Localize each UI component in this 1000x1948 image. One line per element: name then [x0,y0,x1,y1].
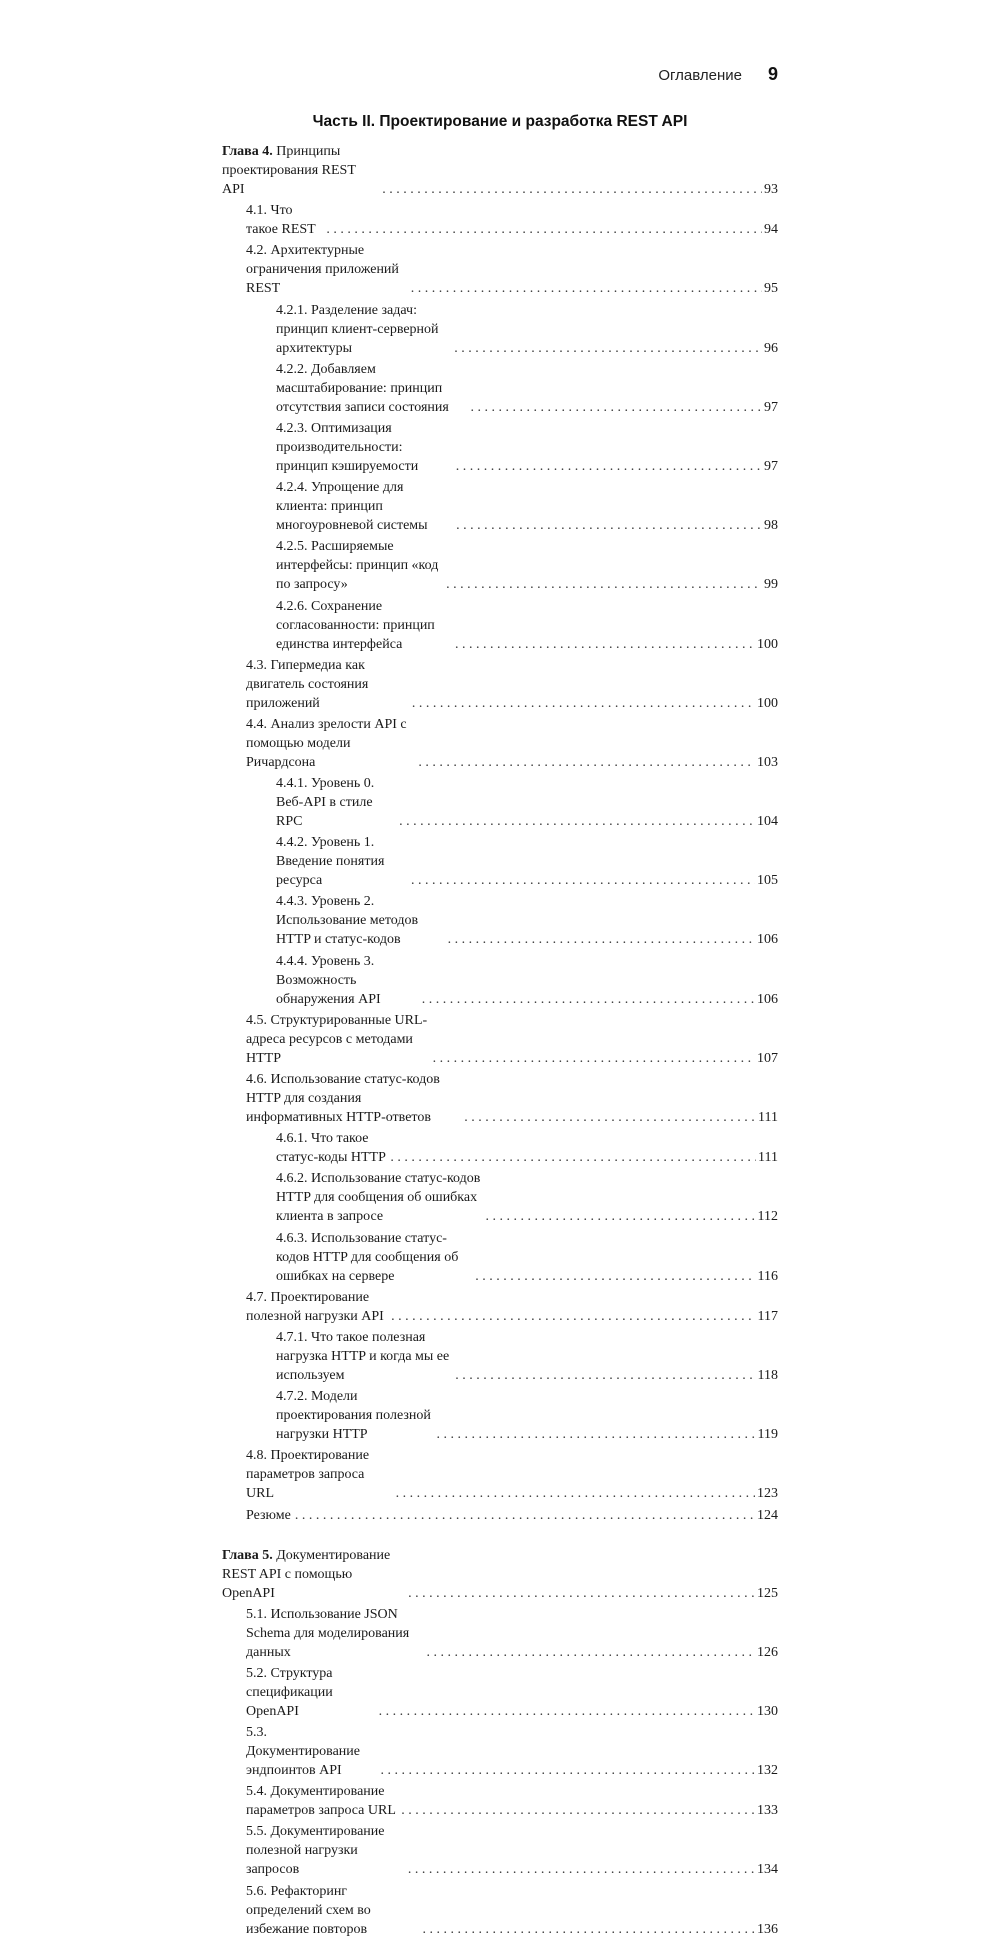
toc-page-number: 136 [757,1921,778,1937]
toc-entry [222,833,778,890]
toc-page-number: 96 [764,340,778,356]
toc-entry-title: 4.2.5. Расширяемые интерфейсы: принцип «код по запросу» [276,537,446,594]
toc-entry-title: 4.4. Анализ зрелости API с помощью модели Ричардсона [246,715,418,772]
toc-entry-title: 4.6.1. Что такое статус-коды HTTP [276,1129,390,1167]
toc-entry [222,656,778,713]
chapter-spacer [222,1534,778,1546]
dot-leader [401,1801,755,1820]
toc-entry-title: 4.1. Что такое REST [246,201,326,239]
chapter-label: Глава 4. [222,144,273,159]
toc-page-number: 133 [757,1803,778,1819]
toc-entry [222,1605,778,1662]
toc-page-number: 104 [757,814,778,830]
toc-page-number: 112 [757,1209,778,1225]
toc-chapter-title [222,142,382,199]
toc-entry [222,715,778,772]
toc-entry-title: 4.2.1. Разделение задач: принцип клиент-серверной архитектуры [276,301,454,358]
toc-entry-title: 5.4. Документирование параметров запроса URL [246,1782,401,1820]
dot-leader [382,180,762,199]
toc-entry [222,1723,778,1780]
toc-page-number: 124 [757,1507,778,1523]
toc-entry-title: 4.7.1. Что такое полезная нагрузка HTTP и когда мы ее используем [276,1328,455,1385]
dot-leader [475,1267,755,1286]
toc-page-number: 107 [757,1050,778,1066]
toc-entry-title: 4.5. Структурированные URL-адреса ресурсов с методами HTTP [246,1011,433,1068]
toc-entry-title: 4.4.4. Уровень 3. Возможность обнаружения API [276,952,422,1009]
dot-leader [408,1860,755,1879]
toc-page-number: 97 [764,399,778,415]
toc-page-number: 103 [757,754,778,770]
toc-entry [222,537,778,594]
dot-leader [390,1148,756,1167]
toc-chapter-entry [222,1546,778,1603]
dot-leader [464,1108,756,1127]
dot-leader [411,871,755,890]
toc-entry-title: 4.4.3. Уровень 2. Использование методов HTTP и статус-кодов [276,892,448,949]
toc-entry-title: 4.2.3. Оптимизация производительности: принцип кэшируемости [276,419,456,476]
toc-entry-title: 4.2.2. Добавляем масштабирование: принцип отсутствия записи состояния [276,360,470,417]
dot-leader [411,279,762,298]
toc-page-number: 95 [764,281,778,297]
toc-entry [222,1506,778,1525]
toc-entry [222,360,778,417]
toc-entry [222,1882,778,1939]
toc-entry [222,1782,778,1820]
dot-leader [455,635,755,654]
toc-page-number: 126 [757,1644,778,1660]
toc-entry [222,892,778,949]
dot-leader [437,1425,756,1444]
toc-entry-title: 4.6.2. Использование статус-кодов HTTP для сообщения об ошибках клиента в запросе [276,1169,486,1226]
dot-leader [422,990,755,1009]
dot-leader [422,1920,755,1939]
toc-entry-title: 5.1. Использование JSON Schema для моделирования данных [246,1605,427,1662]
toc-entry [222,952,778,1009]
dot-leader [427,1643,756,1662]
dot-leader [470,398,762,417]
toc-page-number: 130 [757,1703,778,1719]
chapter-title: Документирование REST API с помощью OpenAPI [222,1547,391,1601]
toc-page-number: 119 [757,1427,778,1443]
toc-page-number: 105 [757,873,778,889]
toc-page-number: 97 [764,458,778,474]
toc-page-number: 116 [757,1268,778,1284]
toc-entry [222,241,778,298]
toc-entry [222,1664,778,1721]
toc-entry-title: 4.7.2. Модели проектирования полезной нагрузки HTTP [276,1387,437,1444]
toc-chapter [222,1546,778,1939]
toc-entry-title: 4.4.2. Уровень 1. Введение понятия ресурса [276,833,411,890]
part-title: Часть II. Проектирование и разработка REST API [312,113,688,130]
toc-entry-title: 4.2. Архитектурные ограничения приложений REST [246,241,411,298]
dot-leader [456,516,762,535]
dot-leader [295,1506,755,1525]
running-title: Оглавление [658,67,742,84]
chapter-label: Глава 5. [222,1547,273,1563]
toc-page-number: 94 [764,222,778,238]
toc-page-number: 134 [757,1862,778,1878]
toc-page-number: 100 [757,695,778,711]
toc-entry-title: 5.6. Рефакторинг определений схем во избежание повторов [246,1882,422,1939]
table-of-contents [222,142,778,1948]
toc-page-number: 99 [764,577,778,593]
toc-entry [222,1822,778,1879]
toc-entry [222,1011,778,1068]
toc-entry-title: 4.4.1. Уровень 0. Веб-API в стиле RPC [276,774,399,831]
running-head [658,64,778,85]
dot-leader [455,1366,755,1385]
dot-leader [433,1049,755,1068]
dot-leader [418,753,755,772]
toc-entry [222,419,778,476]
toc-entry [222,1288,778,1326]
page-number: 9 [767,64,778,84]
toc-entry [222,1129,778,1167]
toc-page-number: 98 [764,518,778,534]
toc-chapter-entry [222,142,778,199]
toc-entry-title: 5.3. Документирование эндпоинтов API [246,1723,380,1780]
toc-entry [222,1387,778,1444]
toc-page-number: 117 [757,1308,778,1324]
toc-chapter-title [222,1546,408,1603]
chapter-title: Принципы проектирования REST API [222,144,356,197]
toc-entry [222,201,778,239]
toc-entry [222,478,778,535]
toc-page-number: 132 [757,1763,778,1779]
toc-entry-title: 4.2.4. Упрощение для клиента: принцип многоуровневой системы [276,478,456,535]
toc-chapter [222,142,778,1525]
toc-entry-title: 4.6. Использование статус-кодов HTTP для создания информативных HTTP-ответов [246,1070,464,1127]
dot-leader [448,930,755,949]
toc-entry [222,1328,778,1385]
toc-page-number: 123 [757,1486,778,1502]
toc-page-number: 106 [757,991,778,1007]
toc-entry [222,1446,778,1503]
dot-leader [391,1307,755,1326]
toc-page-number: 118 [757,1367,778,1383]
dot-leader [380,1761,755,1780]
toc-entry-title: Резюме [246,1506,295,1525]
toc-page-number: 93 [764,182,778,197]
dot-leader [456,457,762,476]
toc-entry [222,774,778,831]
toc-entry-title: 5.2. Структура спецификации OpenAPI [246,1664,379,1721]
dot-leader [486,1207,756,1226]
toc-entry [222,1169,778,1226]
dot-leader [396,1484,755,1503]
dot-leader [408,1584,755,1603]
toc-entry-title: 4.7. Проектирование полезной нагрузки API [246,1288,391,1326]
toc-entry [222,1229,778,1286]
dot-leader [399,812,755,831]
toc-entry-title: 4.2.6. Сохранение согласованности: принцип единства интерфейса [276,597,455,654]
toc-entry [222,1070,778,1127]
toc-entry [222,301,778,358]
toc-page-number: 111 [758,1110,778,1125]
toc-entry [222,597,778,654]
dot-leader [446,575,762,594]
dot-leader [412,694,755,713]
dot-leader [379,1702,755,1721]
toc-page-number: 125 [757,1585,778,1601]
toc-entry-title: 4.8. Проектирование параметров запроса URL [246,1446,396,1503]
toc-entry-title: 5.5. Документирование полезной нагрузки запросов [246,1822,408,1879]
toc-page-number: 111 [758,1150,778,1166]
toc-entry-title: 4.6.3. Использование статус-кодов HTTP для сообщения об ошибках на сервере [276,1229,475,1286]
toc-entry-title: 4.3. Гипермедиа как двигатель состояния приложений [246,656,412,713]
dot-leader [454,339,762,358]
toc-page-number: 106 [757,932,778,948]
dot-leader [326,220,762,239]
toc-page-number: 100 [757,636,778,652]
